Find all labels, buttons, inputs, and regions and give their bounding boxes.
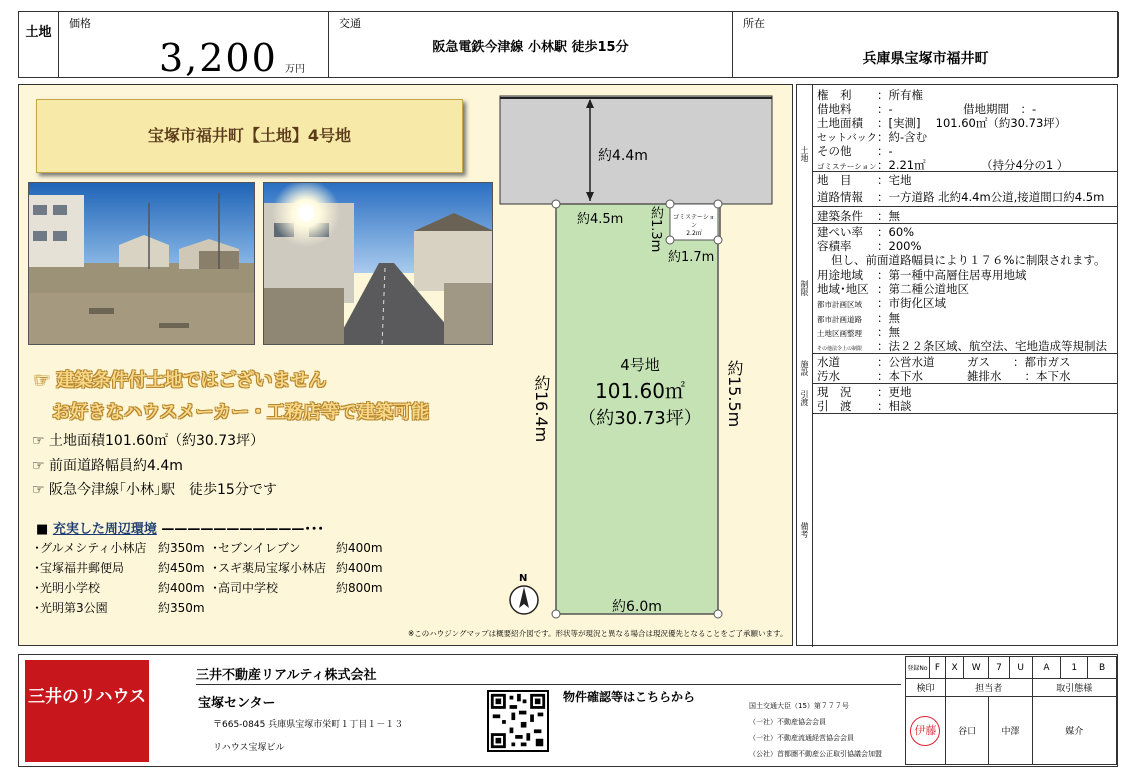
list-item: ･光明小学校 約400m <box>34 581 205 595</box>
qr-caption: 物件確認等はこちらから <box>563 690 696 704</box>
road-width-label: 約4.4m <box>598 148 648 164</box>
price-label: 価格 <box>69 17 91 30</box>
environment-heading-prefix: ■ <box>36 522 53 537</box>
lot-label <box>570 354 710 430</box>
row-category: 地 目 ：宅地 <box>817 173 912 187</box>
property-title: 宝塚市福井町【土地】4号地 <box>36 99 463 173</box>
lot-name: 4号地 <box>620 356 660 374</box>
row-bcr: 建ぺい率 ：60% <box>817 225 915 239</box>
row-city-plan: 都市計画区域 ：市街化区域 <box>817 296 946 310</box>
row-plan-road: 都市計画道路 ：無 <box>817 311 900 325</box>
list-item: ･スギ薬局宝塚小林店 約400m <box>212 561 383 575</box>
company-logo: 三井のリハウス <box>25 660 149 762</box>
group-land: 土地 <box>797 85 813 223</box>
staff-1: 谷口 <box>945 697 988 765</box>
center-building: リハウス宝塚ビル <box>213 743 285 753</box>
price-cell <box>59 12 329 80</box>
approval-stamp: 伊藤 <box>910 716 940 746</box>
list-item: ･セブンイレブン 約400m <box>212 541 383 555</box>
top-width-label: 約4.5m <box>577 212 624 227</box>
bullet-area: ☞ 土地面積101.60㎡（約30.73坪） <box>32 433 265 449</box>
location-cell <box>733 12 1119 77</box>
row-gomi: ゴミステーション：2.21㎡ （持分4分の1 ） <box>817 158 1069 172</box>
environment-heading-suffix: ———————————･･･ <box>156 522 324 537</box>
row-other-law: その他法令上の制限 ：法２２条区域、航空法、宅地造成等規制法 <box>817 339 1107 353</box>
price-unit: 万円 <box>285 64 305 75</box>
list-item: ･光明第3公園 約350m <box>34 601 205 615</box>
left-depth-label: 約16.4m <box>532 375 551 443</box>
property-details <box>796 84 1118 646</box>
group-remarks: 備考 <box>797 413 813 647</box>
list-item: ･グルメシティ小林店 約350m <box>34 541 205 555</box>
right-depth-label: 約15.5m <box>725 360 744 428</box>
environment-list-right <box>212 538 402 598</box>
lot-photo-1 <box>28 182 255 345</box>
row-zone: 用途地域 ：第一種中高層住居専用地域 <box>817 268 1027 282</box>
catch-line-1: ☞ 建築条件付土地ではございません <box>34 370 327 391</box>
center-address: 〒665-0845 兵庫県宝塚市栄町１丁目１－１３ <box>213 720 404 730</box>
catch-line-2: お好きなハウスメーカー・工務店等で建築可能 <box>52 402 430 423</box>
company-name: 三井不動産リアルティ株式会社 <box>196 668 377 683</box>
gomi-width-label: 約1.7m <box>668 250 715 265</box>
row-lease-fee: 借地料 ：- 借地期間 ：- <box>817 102 1037 116</box>
staff-label: 担当者 <box>945 679 1032 697</box>
lot-photo-1-image <box>29 183 255 345</box>
price-value: 3,200 <box>159 36 278 80</box>
stamp-label: 検印 <box>906 679 946 697</box>
environment-heading <box>36 518 324 537</box>
disclaimer-note: ※このハウジングマップは概要紹介図です。形状等が現況と異なる場合は現況優先となることをご了承願います。 <box>408 629 788 638</box>
group-facility: 施設 <box>797 353 813 383</box>
row-condition: 建築条件 ：無 <box>817 209 900 223</box>
staff-2: 中澤 <box>989 697 1032 765</box>
property-kind: 土地 <box>19 12 59 77</box>
lot-area: 101.60㎡ <box>595 379 685 403</box>
row-readjust: 土地区画整理 ：無 <box>817 325 900 339</box>
lot-tsubo: （約30.73坪） <box>578 408 702 429</box>
gomi-depth-label: 約1.3m <box>648 206 663 253</box>
row-right: 権 利 ：所有権 <box>817 88 923 102</box>
list-item: ･宝塚福井郵便局 約450m <box>34 561 205 575</box>
registration-table: 登録No F X W 7 U A 1 B 検印 担当者 取引態様 伊藤 谷口 中澤 媒介 <box>905 656 1117 765</box>
row-sewage: 汚水 ：本下水 雑排水 ：本下水 <box>817 369 1071 383</box>
location-value: 兵庫県宝塚市福井町 <box>862 51 989 67</box>
lot-photo-2 <box>263 182 493 345</box>
bottom-width-label: 約6.0m <box>612 599 662 615</box>
row-delivery: 引 渡 ：相談 <box>817 399 912 413</box>
row-other: その他 ：- <box>817 144 893 158</box>
environment-list-left <box>34 538 219 618</box>
traffic-label: 交通 <box>339 17 361 30</box>
row-far: 容積率 ：200% <box>817 239 922 253</box>
row-district: 地域･地区 ：第二種公道地区 <box>817 282 969 296</box>
center-name: 宝塚センター <box>198 696 276 711</box>
row-area: 土地面積 ：[実測] 101.60㎡（約30.73坪） <box>817 116 1067 130</box>
location-label: 所在 <box>743 17 765 30</box>
row-status: 現 況 ：更地 <box>817 385 912 399</box>
row-road: 道路情報 ：一方道路 北約4.4m公道,接道間口約4.5m <box>817 190 1105 204</box>
bullet-station: ☞ 阪急今津線｢小林｣駅 徒歩15分です <box>32 482 277 498</box>
license-info: 国土交通大臣（15）第７７７号 （一社）不動産協会会員 （一社）不動産流通経営協会会員 （公社）首都圏不動産公正取引協議会加盟 <box>749 702 882 758</box>
header-bar <box>18 11 1118 78</box>
gomi-station-label: ゴミステーション 2.2㎡ <box>673 214 715 237</box>
group-restriction: 制限 <box>797 223 813 353</box>
row-setback: セットバック：約-含む <box>817 130 928 144</box>
traffic-value: 阪急電鉄今津線 小林駅 徒歩15分 <box>432 40 629 55</box>
qr-code[interactable] <box>487 690 549 752</box>
north-arrow <box>510 586 538 614</box>
group-delivery: 引渡 <box>797 383 813 413</box>
type-label: 取引態様 <box>1032 679 1116 697</box>
environment-heading-text: 充実した周辺環境 <box>52 522 157 537</box>
bullet-road: ☞ 前面道路幅員約4.4m <box>32 458 183 474</box>
row-far-note: 但し、前面道路幅員により１７６%に制限されます。 <box>831 253 1106 267</box>
traffic-cell <box>329 12 733 77</box>
list-item: ･高司中学校 約800m <box>212 581 383 595</box>
reg-label: 登録No <box>906 657 930 679</box>
row-water: 水道 ：公営水道 ガス ：都市ガス <box>817 355 1071 369</box>
north-label: N <box>519 573 528 584</box>
lot-photo-2-image <box>264 183 493 345</box>
transaction-type: 媒介 <box>1032 697 1116 765</box>
